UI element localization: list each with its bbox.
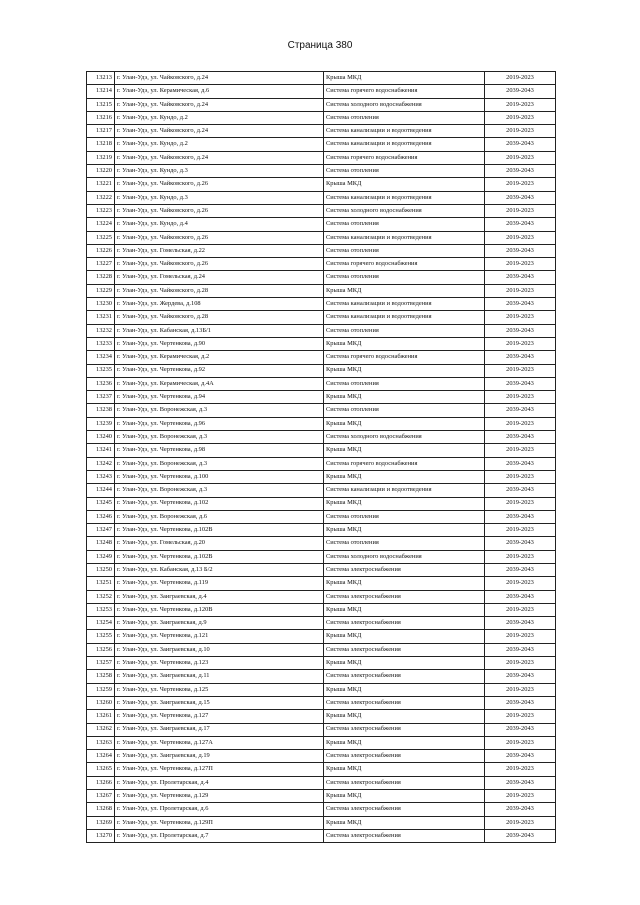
address-cell: г. Улан-Удэ, ул. Чертенкова, д.90	[115, 337, 324, 350]
table-row	[87, 630, 556, 643]
table-row	[87, 590, 556, 603]
work-type-cell: Система отопления	[324, 324, 485, 337]
row-number-cell: 13256	[87, 643, 115, 656]
term-cell: 2019-2023	[485, 284, 556, 297]
address-cell: г. Улан-Удэ, ул. Керамическая, д.6	[115, 85, 324, 98]
address-cell: г. Улан-Удэ, ул. Чайковского, д.28	[115, 284, 324, 297]
table-row	[87, 710, 556, 723]
work-type-cell: Крыша МКД	[324, 364, 485, 377]
address-cell: г. Улан-Удэ, ул. Кундо, д.2	[115, 138, 324, 151]
address-cell: г. Улан-Удэ, ул. Чайковского, д.26	[115, 231, 324, 244]
address-cell: г. Улан-Удэ, ул. Чертенкова, д.119	[115, 577, 324, 590]
work-type-cell: Система электроснабжения	[324, 696, 485, 709]
table-row	[87, 816, 556, 829]
row-number-cell: 13253	[87, 603, 115, 616]
term-cell: 2019-2023	[485, 337, 556, 350]
term-cell: 2019-2023	[485, 125, 556, 138]
address-cell: г. Улан-Удэ, ул. Гомельская, д.22	[115, 244, 324, 257]
table-row	[87, 258, 556, 271]
work-type-cell: Система отопления	[324, 510, 485, 523]
row-number-cell: 13214	[87, 85, 115, 98]
work-type-cell: Система отопления	[324, 111, 485, 124]
term-cell: 2019-2023	[485, 524, 556, 537]
work-type-cell: Крыша МКД	[324, 444, 485, 457]
work-type-cell: Система электроснабжения	[324, 670, 485, 683]
address-cell: г. Улан-Удэ, ул. Заиграевская, д.10	[115, 643, 324, 656]
table-row	[87, 683, 556, 696]
term-cell: 2019-2023	[485, 178, 556, 191]
work-type-cell: Система канализации и водоотведения	[324, 311, 485, 324]
row-number-cell: 13250	[87, 563, 115, 576]
address-cell: г. Улан-Удэ, ул. Чертенкова, д.92	[115, 364, 324, 377]
work-type-cell: Система электроснабжения	[324, 643, 485, 656]
work-type-cell: Система отопления	[324, 165, 485, 178]
term-cell: 2039-2043	[485, 484, 556, 497]
work-type-cell: Крыша МКД	[324, 470, 485, 483]
work-type-cell: Крыша МКД	[324, 497, 485, 510]
row-number-cell: 13263	[87, 736, 115, 749]
term-cell: 2039-2043	[485, 776, 556, 789]
work-type-cell: Система холодного водоснабжения	[324, 431, 485, 444]
work-type-cell: Система электроснабжения	[324, 750, 485, 763]
row-number-cell: 13224	[87, 218, 115, 231]
work-type-cell: Система отопления	[324, 244, 485, 257]
row-number-cell: 13268	[87, 803, 115, 816]
table-row	[87, 72, 556, 85]
address-cell: г. Улан-Удэ, ул. Чертенкова, д.127А	[115, 736, 324, 749]
table-row	[87, 657, 556, 670]
address-cell: г. Улан-Удэ, ул. Кундо, д.3	[115, 165, 324, 178]
row-number-cell: 13238	[87, 404, 115, 417]
table-row	[87, 218, 556, 231]
term-cell: 2019-2023	[485, 417, 556, 430]
term-cell: 2039-2043	[485, 643, 556, 656]
row-number-cell: 13218	[87, 138, 115, 151]
address-cell: г. Улан-Удэ, ул. Чайковского, д.26	[115, 258, 324, 271]
table-row	[87, 231, 556, 244]
table-row	[87, 271, 556, 284]
row-number-cell: 13243	[87, 470, 115, 483]
row-number-cell: 13232	[87, 324, 115, 337]
table-row	[87, 736, 556, 749]
row-number-cell: 13258	[87, 670, 115, 683]
table-row	[87, 524, 556, 537]
work-type-cell: Система горячего водоснабжения	[324, 258, 485, 271]
row-number-cell: 13249	[87, 550, 115, 563]
work-type-cell: Крыша МКД	[324, 524, 485, 537]
address-cell: г. Улан-Удэ, ул. Чертенкова, д.129П	[115, 816, 324, 829]
address-cell: г. Улан-Удэ, ул. Кабанская, д.13Б/1	[115, 324, 324, 337]
work-type-cell: Система канализации и водоотведения	[324, 231, 485, 244]
work-type-cell: Система холодного водоснабжения	[324, 550, 485, 563]
row-number-cell: 13252	[87, 590, 115, 603]
term-cell: 2019-2023	[485, 603, 556, 616]
work-type-cell: Система горячего водоснабжения	[324, 85, 485, 98]
row-number-cell: 13240	[87, 431, 115, 444]
row-number-cell: 13246	[87, 510, 115, 523]
address-cell: г. Улан-Удэ, ул. Чайковского, д.24	[115, 125, 324, 138]
table-row	[87, 151, 556, 164]
term-cell: 2019-2023	[485, 111, 556, 124]
term-cell: 2019-2023	[485, 204, 556, 217]
page-title: Страница 380	[287, 40, 353, 51]
row-number-cell: 13254	[87, 617, 115, 630]
term-cell: 2019-2023	[485, 98, 556, 111]
address-cell: г. Улан-Удэ, ул. Пролетарская, д.6	[115, 803, 324, 816]
term-cell: 2019-2023	[485, 736, 556, 749]
term-cell: 2039-2043	[485, 351, 556, 364]
work-type-cell: Система отопления	[324, 537, 485, 550]
address-cell: г. Улан-Удэ, ул. Чайковского, д.24	[115, 98, 324, 111]
table-row	[87, 125, 556, 138]
table-row	[87, 204, 556, 217]
term-cell: 2039-2043	[485, 138, 556, 151]
address-cell: г. Улан-Удэ, ул. Чертенкова, д.102В	[115, 524, 324, 537]
row-number-cell: 13262	[87, 723, 115, 736]
address-cell: г. Улан-Удэ, ул. Чертенкова, д.96	[115, 417, 324, 430]
row-number-cell: 13269	[87, 816, 115, 829]
address-cell: г. Улан-Удэ, ул. Кундо, д.2	[115, 111, 324, 124]
address-cell: г. Улан-Удэ, ул. Чертенкова, д.102	[115, 497, 324, 510]
term-cell: 2039-2043	[485, 696, 556, 709]
row-number-cell: 13242	[87, 457, 115, 470]
address-cell: г. Улан-Удэ, ул. Керамическая, д.2	[115, 351, 324, 364]
table-row	[87, 763, 556, 776]
address-cell: г. Улан-Удэ, ул. Воронежская, д.3	[115, 484, 324, 497]
address-cell: г. Улан-Удэ, ул. Пролетарская, д.7	[115, 829, 324, 842]
address-cell: г. Улан-Удэ, ул. Воронежская, д.3	[115, 431, 324, 444]
term-cell: 2039-2043	[485, 244, 556, 257]
work-type-cell: Крыша МКД	[324, 816, 485, 829]
row-number-cell: 13213	[87, 72, 115, 85]
row-number-cell: 13239	[87, 417, 115, 430]
address-cell: г. Улан-Удэ, ул. Пролетарская, д.4	[115, 776, 324, 789]
address-cell: г. Улан-Удэ, ул. Воронежская, д.3	[115, 404, 324, 417]
work-type-cell: Система электроснабжения	[324, 617, 485, 630]
work-type-cell: Система канализации и водоотведения	[324, 138, 485, 151]
row-number-cell: 13225	[87, 231, 115, 244]
work-type-cell: Система электроснабжения	[324, 829, 485, 842]
term-cell: 2019-2023	[485, 790, 556, 803]
term-cell: 2039-2043	[485, 324, 556, 337]
address-cell: г. Улан-Удэ, ул. Чертенкова, д.129	[115, 790, 324, 803]
table-row	[87, 138, 556, 151]
work-type-cell: Крыша МКД	[324, 178, 485, 191]
work-type-cell: Крыша МКД	[324, 683, 485, 696]
address-cell: г. Улан-Удэ, ул. Чертенкова, д.127П	[115, 763, 324, 776]
table-row	[87, 284, 556, 297]
row-number-cell: 13245	[87, 497, 115, 510]
row-number-cell: 13220	[87, 165, 115, 178]
table-row	[87, 364, 556, 377]
row-number-cell: 13229	[87, 284, 115, 297]
address-cell: г. Улан-Удэ, ул. Заиграевская, д.19	[115, 750, 324, 763]
work-type-cell: Крыша МКД	[324, 391, 485, 404]
address-cell: г. Улан-Удэ, ул. Заиграевская, д.11	[115, 670, 324, 683]
term-cell: 2039-2043	[485, 404, 556, 417]
address-cell: г. Улан-Удэ, ул. Чертенкова, д.98	[115, 444, 324, 457]
work-type-cell: Крыша МКД	[324, 417, 485, 430]
term-cell: 2039-2043	[485, 431, 556, 444]
address-cell: г. Улан-Удэ, ул. Заиграевская, д.15	[115, 696, 324, 709]
work-type-cell: Система канализации и водоотведения	[324, 191, 485, 204]
work-type-cell: Система горячего водоснабжения	[324, 151, 485, 164]
table-row	[87, 550, 556, 563]
term-cell: 2019-2023	[485, 550, 556, 563]
address-cell: г. Улан-Удэ, ул. Чайковского, д.26	[115, 204, 324, 217]
term-cell: 2039-2043	[485, 670, 556, 683]
term-cell: 2019-2023	[485, 258, 556, 271]
table-row	[87, 391, 556, 404]
row-number-cell: 13255	[87, 630, 115, 643]
work-type-cell: Система электроснабжения	[324, 803, 485, 816]
table-row	[87, 696, 556, 709]
term-cell: 2019-2023	[485, 763, 556, 776]
table-row	[87, 537, 556, 550]
work-type-cell: Система отопления	[324, 271, 485, 284]
term-cell: 2019-2023	[485, 657, 556, 670]
row-number-cell: 13247	[87, 524, 115, 537]
row-number-cell: 13251	[87, 577, 115, 590]
work-type-cell: Система канализации и водоотведения	[324, 484, 485, 497]
table-row	[87, 417, 556, 430]
table-row	[87, 337, 556, 350]
work-type-cell: Крыша МКД	[324, 284, 485, 297]
work-type-cell: Крыша МКД	[324, 630, 485, 643]
row-number-cell: 13221	[87, 178, 115, 191]
term-cell: 2039-2043	[485, 829, 556, 842]
row-number-cell: 13226	[87, 244, 115, 257]
term-cell: 2039-2043	[485, 165, 556, 178]
row-number-cell: 13264	[87, 750, 115, 763]
table-row	[87, 510, 556, 523]
work-type-cell: Система канализации и водоотведения	[324, 125, 485, 138]
register-table	[86, 71, 556, 843]
work-type-cell: Система электроснабжения	[324, 776, 485, 789]
work-type-cell: Крыша МКД	[324, 337, 485, 350]
term-cell: 2019-2023	[485, 630, 556, 643]
term-cell: 2039-2043	[485, 271, 556, 284]
row-number-cell: 13237	[87, 391, 115, 404]
table-row	[87, 191, 556, 204]
row-number-cell: 13233	[87, 337, 115, 350]
address-cell: г. Улан-Удэ, ул. Гомельская, д.20	[115, 537, 324, 550]
table-row	[87, 351, 556, 364]
term-cell: 2019-2023	[485, 151, 556, 164]
work-type-cell: Система отопления	[324, 218, 485, 231]
table-row	[87, 723, 556, 736]
row-number-cell: 13235	[87, 364, 115, 377]
table-row	[87, 444, 556, 457]
work-type-cell: Крыша МКД	[324, 603, 485, 616]
term-cell: 2019-2023	[485, 470, 556, 483]
row-number-cell: 13234	[87, 351, 115, 364]
table-row	[87, 85, 556, 98]
work-type-cell: Система горячего водоснабжения	[324, 351, 485, 364]
table-row	[87, 577, 556, 590]
table-row	[87, 803, 556, 816]
address-cell: г. Улан-Удэ, ул. Чайковского, д.24	[115, 151, 324, 164]
table-row	[87, 431, 556, 444]
table-row	[87, 484, 556, 497]
table-row	[87, 617, 556, 630]
term-cell: 2039-2043	[485, 537, 556, 550]
row-number-cell: 13259	[87, 683, 115, 696]
table-row	[87, 790, 556, 803]
term-cell: 2039-2043	[485, 457, 556, 470]
table-row	[87, 324, 556, 337]
row-number-cell: 13227	[87, 258, 115, 271]
term-cell: 2039-2043	[485, 590, 556, 603]
address-cell: г. Улан-Удэ, ул. Чертенкова, д.123	[115, 657, 324, 670]
table-row	[87, 829, 556, 842]
work-type-cell: Система отопления	[324, 377, 485, 390]
table-row	[87, 643, 556, 656]
row-number-cell: 13270	[87, 829, 115, 842]
work-type-cell: Крыша МКД	[324, 710, 485, 723]
term-cell: 2039-2043	[485, 85, 556, 98]
term-cell: 2039-2043	[485, 563, 556, 576]
row-number-cell: 13241	[87, 444, 115, 457]
term-cell: 2039-2043	[485, 298, 556, 311]
term-cell: 2019-2023	[485, 444, 556, 457]
term-cell: 2019-2023	[485, 391, 556, 404]
address-cell: г. Улан-Удэ, ул. Чайковского, д.24	[115, 72, 324, 85]
table-row	[87, 563, 556, 576]
row-number-cell: 13248	[87, 537, 115, 550]
work-type-cell: Крыша МКД	[324, 577, 485, 590]
table-row	[87, 311, 556, 324]
address-cell: г. Улан-Удэ, ул. Заиграевская, д.9	[115, 617, 324, 630]
row-number-cell: 13216	[87, 111, 115, 124]
term-cell: 2039-2043	[485, 377, 556, 390]
row-number-cell: 13217	[87, 125, 115, 138]
table-row	[87, 776, 556, 789]
table-row	[87, 111, 556, 124]
work-type-cell: Система холодного водоснабжения	[324, 204, 485, 217]
table-row	[87, 298, 556, 311]
work-type-cell: Крыша МКД	[324, 657, 485, 670]
row-number-cell: 13223	[87, 204, 115, 217]
term-cell: 2039-2043	[485, 750, 556, 763]
address-cell: г. Улан-Удэ, ул. Чертенкова, д.102В	[115, 550, 324, 563]
address-cell: г. Улан-Удэ, ул. Воронежская, д.6	[115, 510, 324, 523]
term-cell: 2019-2023	[485, 497, 556, 510]
work-type-cell: Система канализации и водоотведения	[324, 298, 485, 311]
row-number-cell: 13231	[87, 311, 115, 324]
term-cell: 2019-2023	[485, 364, 556, 377]
address-cell: г. Улан-Удэ, ул. Чертенкова, д.120В	[115, 603, 324, 616]
address-cell: г. Улан-Удэ, ул. Чайковского, д.28	[115, 311, 324, 324]
term-cell: 2019-2023	[485, 72, 556, 85]
table-row	[87, 497, 556, 510]
work-type-cell: Крыша МКД	[324, 72, 485, 85]
term-cell: 2019-2023	[485, 231, 556, 244]
address-cell: г. Улан-Удэ, ул. Чертенкова, д.100	[115, 470, 324, 483]
row-number-cell: 13257	[87, 657, 115, 670]
work-type-cell: Система горячего водоснабжения	[324, 457, 485, 470]
register-table-body	[87, 72, 556, 843]
term-cell: 2019-2023	[485, 710, 556, 723]
address-cell: г. Улан-Удэ, ул. Чайковского, д.26	[115, 178, 324, 191]
term-cell: 2019-2023	[485, 683, 556, 696]
row-number-cell: 13219	[87, 151, 115, 164]
address-cell: г. Улан-Удэ, ул. Воронежская, д.3	[115, 457, 324, 470]
table-row	[87, 178, 556, 191]
row-number-cell: 13236	[87, 377, 115, 390]
address-cell: г. Улан-Удэ, ул. Заиграевская, д.4	[115, 590, 324, 603]
term-cell: 2039-2043	[485, 510, 556, 523]
term-cell: 2039-2043	[485, 191, 556, 204]
work-type-cell: Крыша МКД	[324, 790, 485, 803]
row-number-cell: 13230	[87, 298, 115, 311]
term-cell: 2039-2043	[485, 617, 556, 630]
address-cell: г. Улан-Удэ, ул. Гомельская, д.24	[115, 271, 324, 284]
work-type-cell: Система электроснабжения	[324, 723, 485, 736]
address-cell: г. Улан-Удэ, ул. Кундо, д.3	[115, 191, 324, 204]
row-number-cell: 13244	[87, 484, 115, 497]
address-cell: г. Улан-Удэ, ул. Кундо, д.4	[115, 218, 324, 231]
address-cell: г. Улан-Удэ, ул. Кабанская, д.13 Б/2	[115, 563, 324, 576]
address-cell: г. Улан-Удэ, ул. Чертенкова, д.125	[115, 683, 324, 696]
work-type-cell: Крыша МКД	[324, 736, 485, 749]
term-cell: 2019-2023	[485, 577, 556, 590]
table-row	[87, 750, 556, 763]
row-number-cell: 13267	[87, 790, 115, 803]
work-type-cell: Система отопления	[324, 404, 485, 417]
term-cell: 2019-2023	[485, 816, 556, 829]
address-cell: г. Улан-Удэ, ул. Заиграевская, д.17	[115, 723, 324, 736]
work-type-cell: Крыша МКД	[324, 763, 485, 776]
row-number-cell: 13261	[87, 710, 115, 723]
table-row	[87, 165, 556, 178]
term-cell: 2039-2043	[485, 723, 556, 736]
table-row	[87, 98, 556, 111]
address-cell: г. Улан-Удэ, ул. Керамическая, д.4А	[115, 377, 324, 390]
work-type-cell: Система электроснабжения	[324, 590, 485, 603]
row-number-cell: 13228	[87, 271, 115, 284]
term-cell: 2039-2043	[485, 803, 556, 816]
table-row	[87, 244, 556, 257]
address-cell: г. Улан-Удэ, ул. Чертенкова, д.127	[115, 710, 324, 723]
row-number-cell: 13215	[87, 98, 115, 111]
address-cell: г. Улан-Удэ, ул. Чертенкова, д.94	[115, 391, 324, 404]
term-cell: 2019-2023	[485, 311, 556, 324]
table-row	[87, 457, 556, 470]
row-number-cell: 13266	[87, 776, 115, 789]
term-cell: 2039-2043	[485, 218, 556, 231]
work-type-cell: Система холодного водоснабжения	[324, 98, 485, 111]
address-cell: г. Улан-Удэ, ул. Чертенкова, д.121	[115, 630, 324, 643]
row-number-cell: 13222	[87, 191, 115, 204]
work-type-cell: Система электроснабжения	[324, 563, 485, 576]
row-number-cell: 13260	[87, 696, 115, 709]
address-cell: г. Улан-Удэ, ул. Жердева, д.108	[115, 298, 324, 311]
table-row	[87, 377, 556, 390]
table-row	[87, 470, 556, 483]
table-row	[87, 603, 556, 616]
table-row	[87, 670, 556, 683]
table-row	[87, 404, 556, 417]
row-number-cell: 13265	[87, 763, 115, 776]
